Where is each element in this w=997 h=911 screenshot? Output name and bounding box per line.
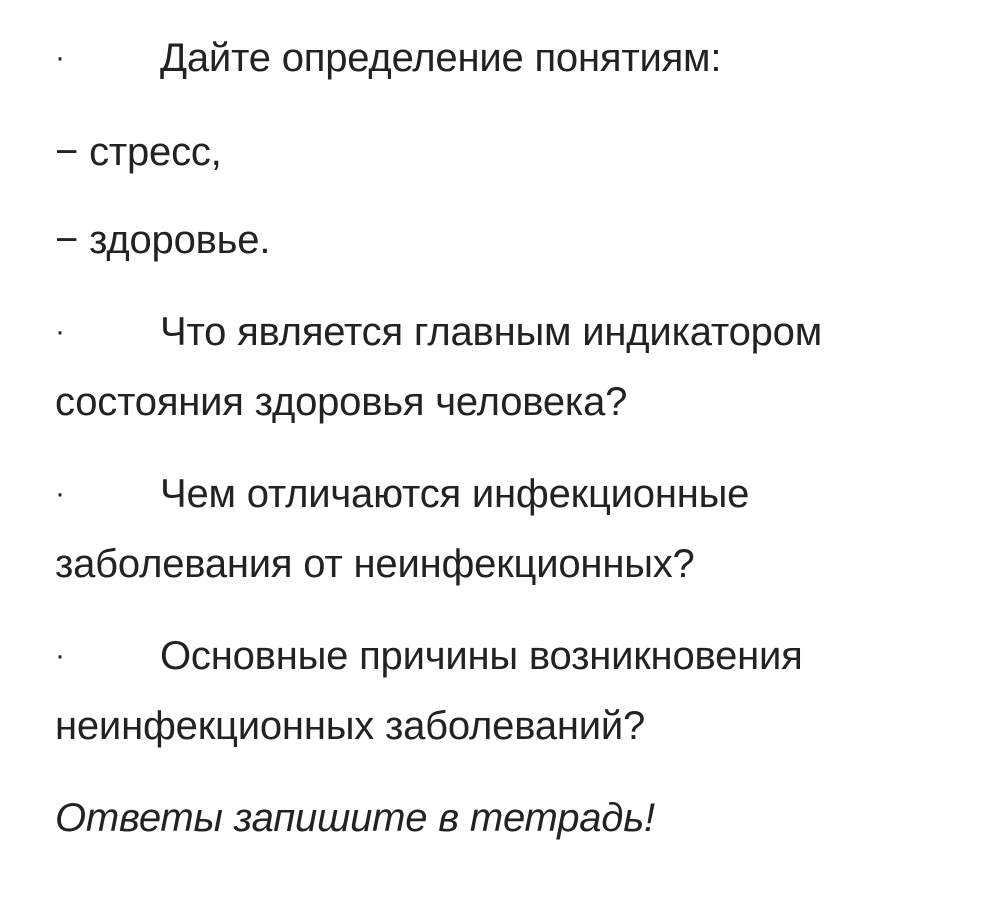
bullet-icon: · — [55, 477, 65, 510]
term-health: − здоровье. — [55, 218, 271, 262]
bullet-icon: · — [55, 41, 65, 74]
question-3-continuation: заболевания от неинфекционных? — [55, 542, 695, 586]
question-2-line — [55, 308, 822, 356]
question-1-line — [55, 34, 721, 82]
bullet-icon: · — [55, 639, 65, 672]
question-1-text: Дайте определение понятиям: — [160, 36, 722, 80]
question-4-line — [55, 632, 803, 680]
question-4-continuation: неинфекционных заболеваний? — [55, 704, 646, 748]
bullet-icon: · — [55, 315, 65, 348]
question-3-line — [55, 470, 749, 518]
term-stress: − стресс, — [55, 130, 222, 174]
closing-note: Ответы запишите в тетрадь! — [55, 796, 655, 840]
question-2-continuation: состояния здоровья человека? — [55, 380, 628, 424]
question-4-text: Основные причины возникновения — [160, 634, 803, 678]
question-3-text: Чем отличаются инфекционные — [160, 472, 750, 516]
question-2-text: Что является главным индикатором — [160, 310, 823, 354]
